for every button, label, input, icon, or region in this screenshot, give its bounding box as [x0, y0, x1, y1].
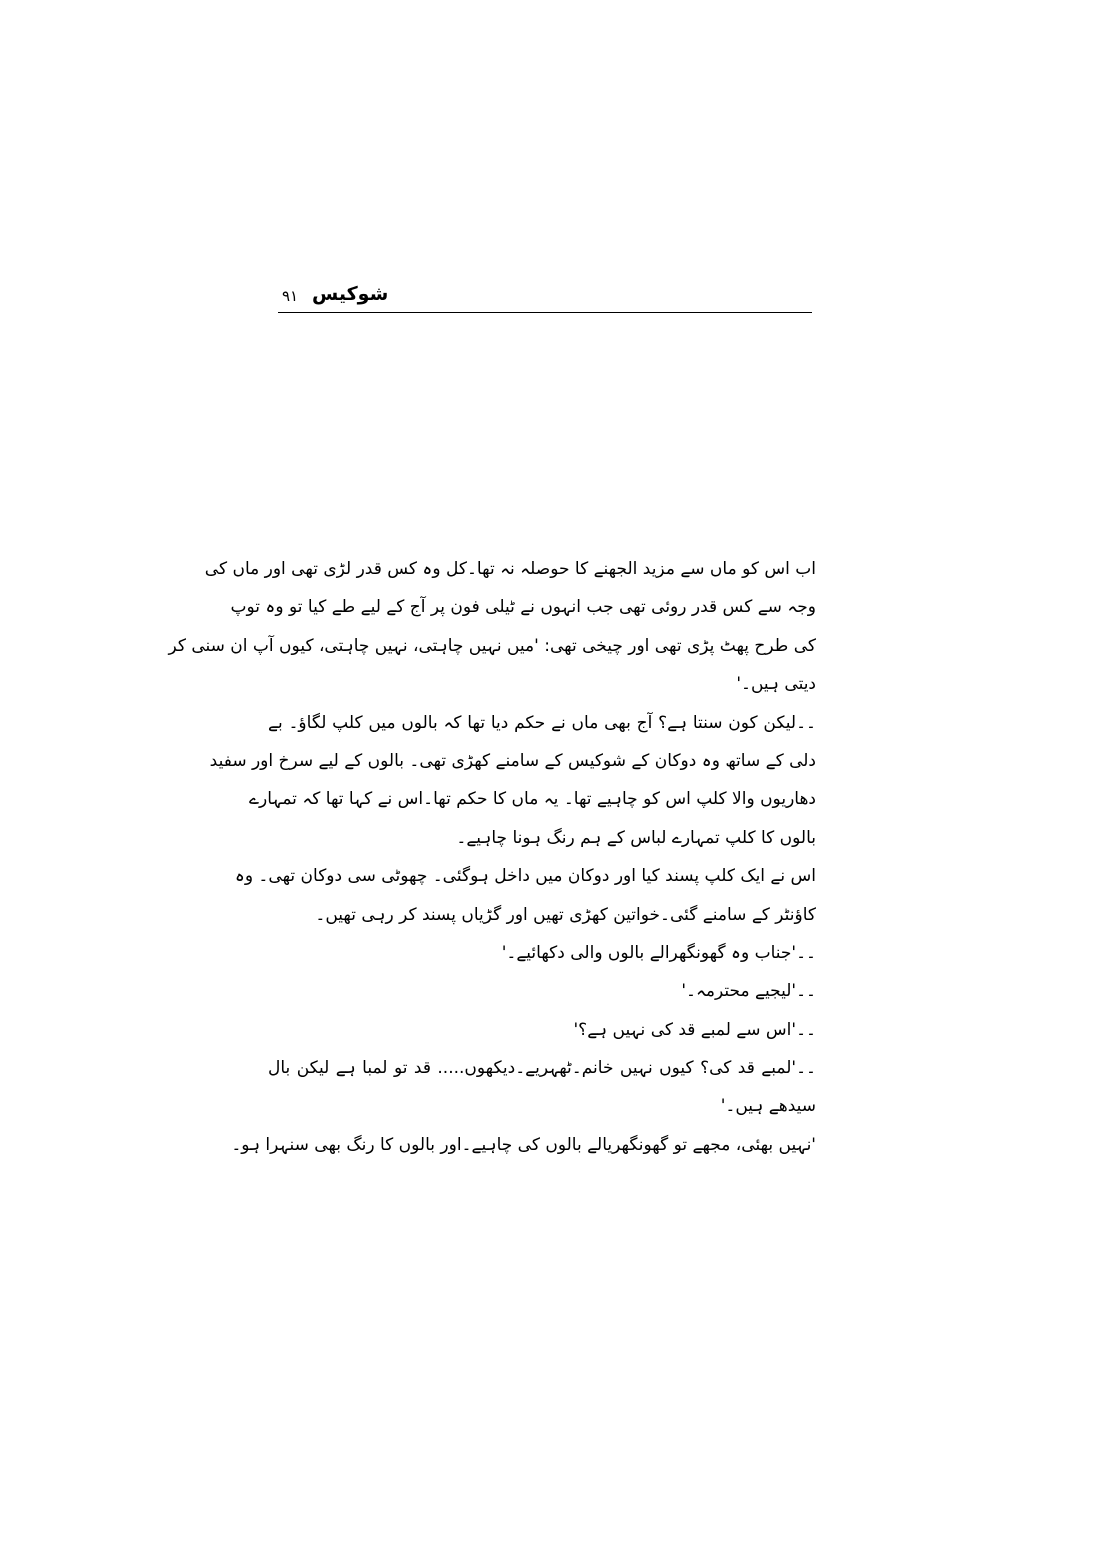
text-line: دھاریوں والا کلپ اس کو چاہیے تھا۔ یہ ماں کا حکم تھا۔اس نے کہا تھا کہ تمہارے: [249, 789, 816, 810]
running-header: [278, 282, 812, 313]
text-line: دلی کے ساتھ وہ دوکان کے شوکیس کے سامنے کھڑی تھی۔ بالوں کے لیے سرخ اور سفید: [209, 750, 816, 771]
dialogue-line: ۔۔'لیجیے محترمہ۔': [681, 981, 816, 1002]
dialogue-line: ۔۔'اس سے لمبے قد کی نہیں ہے؟': [573, 1019, 816, 1040]
text-line: وجہ سے کس قدر روئی تھی جب انہوں نے ٹیلی فون پر آج کے لیے طے کیا تو وہ توپ: [230, 597, 816, 618]
story-text: [168, 550, 816, 1164]
text-line: اس نے ایک کلپ پسند کیا اور دوکان میں داخل ہوگئی۔ چھوٹی سی دوکان تھی۔ وہ: [234, 866, 816, 887]
text-line: اب اس کو ماں سے مزید الجھنے کا حوصلہ نہ تھا۔کل وہ کس قدر لڑی تھی اور ماں کی: [204, 559, 816, 579]
text-line: ۔۔لیکن کون سنتا ہے؟ آج بھی ماں نے حکم دیا تھا کہ بالوں میں کلپ لگاؤ۔ بے: [268, 712, 816, 733]
text-line: سیدھے ہیں۔': [720, 1096, 816, 1117]
text-line: بالوں کا کلپ تمہارے لباس کے ہم رنگ ہونا چاہیے۔: [456, 827, 816, 848]
text-line: کاؤنٹر کے سامنے گئی۔خواتین کھڑی تھیں اور گڑیاں پسند کر رہی تھیں۔: [315, 904, 816, 925]
text-line: دیتی ہیں۔': [736, 674, 816, 695]
page-number: ۹۱: [282, 287, 299, 305]
dialogue-line: ۔۔'جناب وہ گھونگھرالے بالوں والی دکھائیے۔': [501, 942, 816, 963]
text-line: کی طرح پھٹ پڑی تھی اور چیخی تھی: 'میں نہیں چاہتی، نہیں چاہتی، کیوں آپ ان سنی کر: [168, 635, 816, 656]
book-title: شوکیس: [312, 283, 389, 305]
text-line: 'نہیں بھئی، مجھے تو گھونگھریالے بالوں کی چاہیے۔اور بالوں کا رنگ بھی سنہرا ہو۔: [231, 1134, 816, 1155]
dialogue-line: ۔۔'لمبے قد کی؟ کیوں نہیں خانم۔ٹھہریے۔دیکھوں..... قد تو لمبا ہے لیکن بال: [268, 1058, 816, 1079]
